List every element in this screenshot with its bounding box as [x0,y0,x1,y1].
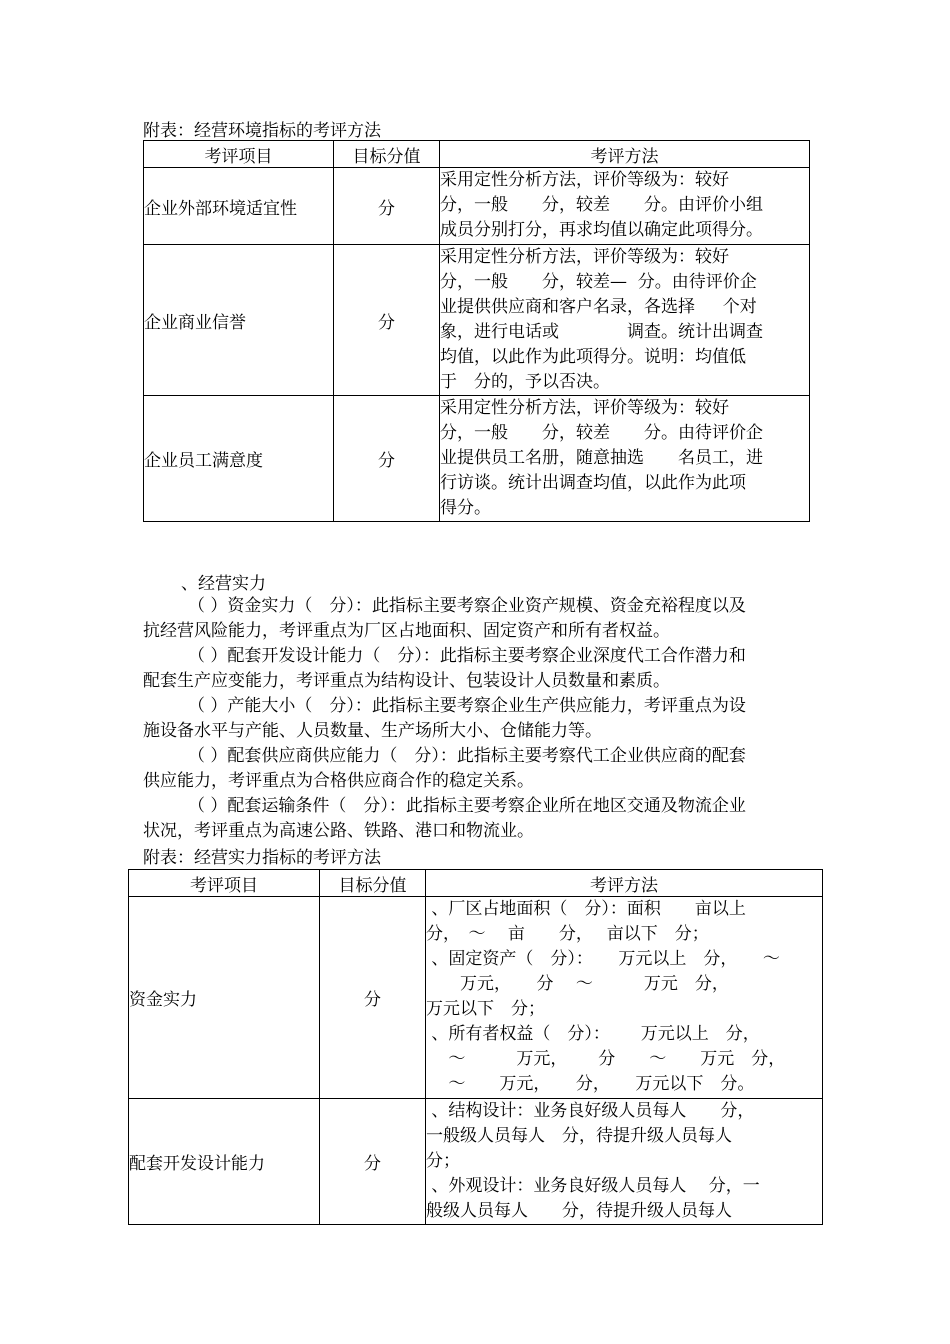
method-line: 成员分别打分，再求均值以确定此项得分。 [440,220,763,240]
method-line: 、结构设计：业务良好级人员每人 分， [426,1101,755,1121]
method-cell [426,897,823,1099]
paragraph-line: 施设备水平与产能、人员数量、生产场所大小、仓储能力等。 [143,721,602,741]
body-paragraph [143,744,811,794]
paragraph-line: 供应能力，考评重点为合格供应商合作的稳定关系。 [143,771,534,791]
method-line: 、外观设计：业务良好级人员每人 分，一 [426,1176,760,1196]
method-line: 业提供员工名册，随意抽选 名员工，进 [440,448,763,468]
section-heading: 、经营实力 [181,574,266,594]
table-header-row [144,141,810,168]
column-header-target: 目标分值 [320,870,426,897]
method-line: 分，一般 分，较差— 分。由待评价企 [440,272,757,292]
method-line: 分，一般 分，较差 分。由待评价企 [440,423,763,443]
table-header-row [129,870,823,897]
method-line: 均值，以此作为此项得分。说明：均值低 [440,347,746,367]
target-score-cell: 分 [320,897,426,1099]
item-cell: 资金实力 [129,897,320,1099]
strength-index-table [128,869,823,1225]
method-cell [440,168,810,245]
method-line: 、厂区占地面积（ 分）：面积 亩以上 [426,899,746,919]
table-row [129,897,823,1099]
paragraph-line: （ ）资金实力（ 分）：此指标主要考察企业资产规模、资金充裕程度以及 [188,596,746,616]
method-line: 采用定性分析方法，评价等级为：较好 [440,170,729,190]
column-header-method: 考评方法 [440,141,810,168]
method-line: 分， ～ 亩 分， 亩以下 分； [426,924,709,944]
method-line: ～ 万元， 分， 万元以下 分。 [426,1074,755,1094]
paragraph-line: （ ）配套开发设计能力（ 分）：此指标主要考察企业深度代工合作潜力和 [188,646,746,666]
table-row [144,245,810,396]
target-score-cell: 分 [320,1099,426,1225]
paragraph-line: （ ）配套运输条件（ 分）：此指标主要考察企业所在地区交通及物流企业 [188,796,746,816]
column-header-method: 考评方法 [426,870,823,897]
table-row [144,168,810,245]
method-line: 得分。 [440,498,491,518]
paragraph-line: 状况，考评重点为高速公路、铁路、港口和物流业。 [143,821,534,841]
paragraph-line: （ ）产能大小（ 分）：此指标主要考察企业生产供应能力，考评重点为设 [188,696,746,716]
body-paragraph [143,594,811,644]
method-line: 于 分的，予以否决。 [440,372,610,392]
method-line: 万元以下 分； [426,999,545,1019]
paragraph-line: 抗经营风险能力，考评重点为厂区占地面积、固定资产和所有者权益。 [143,621,670,641]
method-line: 般级人员每人 分，待提升级人员每人 [426,1201,732,1221]
column-header-item: 考评项目 [129,870,320,897]
method-cell [440,396,810,522]
method-cell [426,1099,823,1225]
method-line: 一般级人员每人 分，待提升级人员每人 [426,1126,732,1146]
column-header-target: 目标分值 [334,141,440,168]
method-line: 象，进行电话或 调查。统计出调查 [440,322,763,342]
body-paragraph [143,644,811,694]
method-line: 业提供供应商和客户名录，各选择 个对 [440,297,757,317]
method-line: 万元， 分 ～ 万元 分， [426,974,729,994]
column-header-item: 考评项目 [144,141,334,168]
table2-caption: 附表：经营实力指标的考评方法 [143,848,381,868]
paragraph-line: 配套生产应变能力，考评重点为结构设计、包装设计人员数量和素质。 [143,671,670,691]
paragraph-line: （ ）配套供应商供应能力（ 分）：此指标主要考察代工企业供应商的配套 [188,746,746,766]
method-line: ～ 万元， 分 ～ 万元 分， [426,1049,786,1069]
item-cell: 企业外部环境适宜性 [144,168,334,245]
table1-caption: 附表：经营环境指标的考评方法 [143,121,381,141]
item-cell: 企业员工满意度 [144,396,334,522]
target-score-cell: 分 [334,168,440,245]
method-line: 、固定资产（ 分）： 万元以上 分， ～ [426,949,780,969]
item-cell: 企业商业信誉 [144,245,334,396]
method-line: 采用定性分析方法，评价等级为：较好 [440,247,729,267]
method-line: 分； [426,1151,460,1171]
table-row [144,396,810,522]
method-line: 分，一般 分，较差 分。由评价小组 [440,195,763,215]
table-row [129,1099,823,1225]
target-score-cell: 分 [334,396,440,522]
method-line: 行访谈。统计出调查均值，以此作为此项 [440,473,746,493]
method-line: 采用定性分析方法，评价等级为：较好 [440,398,729,418]
method-cell [440,245,810,396]
target-score-cell: 分 [334,245,440,396]
body-paragraph [143,794,811,844]
body-paragraph [143,694,811,744]
environment-index-table [143,140,810,522]
method-line: 、所有者权益（ 分）： 万元以上 分， [426,1024,760,1044]
item-cell: 配套开发设计能力 [129,1099,320,1225]
